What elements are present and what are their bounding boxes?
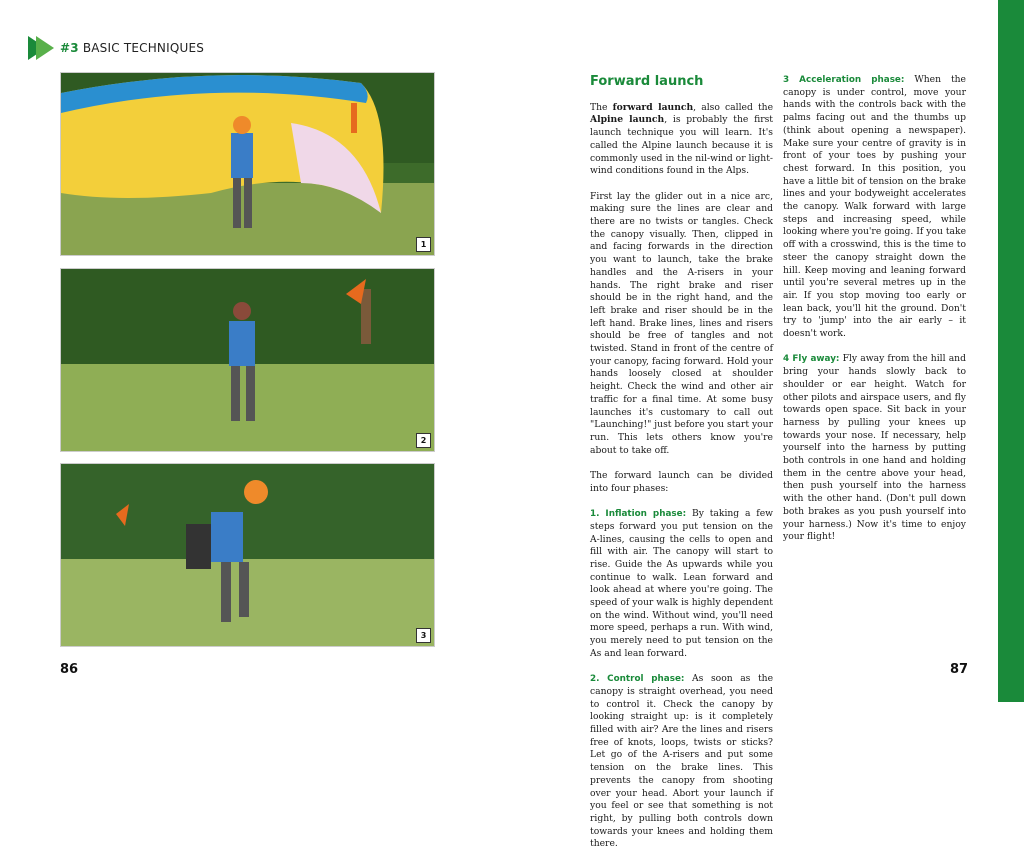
chapter-label: #3 BASIC TECHNIQUES: [60, 41, 205, 55]
left-page: [0, 0, 500, 702]
photo-1: [60, 72, 435, 256]
photo-3: [60, 463, 435, 647]
text-column-2: [783, 74, 966, 557]
chevron-icon: [36, 36, 54, 60]
intro-paragraph: The forward launch, also called the Alpine launch, is probably the first launch technique you will learn. It's called the Alpine launch because it is commonly used in the nil-wind or light-wind conditions found in the Alps.: [590, 101, 774, 177]
photo-number-badge: 3: [416, 628, 431, 643]
photo-2: [60, 268, 435, 452]
article-title: Forward launch: [590, 74, 704, 89]
phase-2-paragraph: 2. Control phase: As soon as the canopy is straight overhead, you need to control it. Check the canopy by looking straight up: is it completely filled with air? Are the lines and risers free of knots, loops, twists or sticks? Let go of the A-risers and put some tension on the brake lines. This prevents the canopy from shooting over your head. Abort your launch if you feel or see that something is not right, by pulling both controls down towards your knees and holding them there.: [590, 673, 774, 850]
paragraph: First lay the glider out in a nice arc, making sure the lines are clear and there are no twists or tangles. Check the canopy visually. Then, clipped in and facing forwards in the direction you want to launch, take the brake handles and the A-risers in your hands. The right brake and riser should be in the right hand, and the left brake and riser should be in the left hand. Brake lines, lines and risers should be free of tangles and not twisted. Stand in front of the centre of your canopy, facing forward. Hold your hands loosely closed at shoulder height. Check the wind and other air traffic for a final time. At some busy launches it's customary to call out "Launching!" just before you start your run. This lets others know you're about to take off.: [590, 190, 773, 456]
paragraph: The forward launch can be divided into four phases:: [590, 470, 773, 494]
edge-tab: [998, 0, 1024, 702]
chapter-header: [28, 36, 204, 60]
photo-number-badge: 2: [416, 433, 431, 448]
phase-1-paragraph: 1. Inflation phase: By taking a few steps forward you put tension on the A-lines, causing the cells to open and fill with air. The canopy will start to rise. Guide the As upwards while you continue to walk. Lean forward and look ahead at where you're going. The speed of your walk is highly dependent on the wind. Without wind, you'll need more speed, perhaps a run. With wind, you merely need to put tension on the As and lean forward.: [590, 508, 773, 659]
text-column-1: [590, 74, 773, 864]
page-number: 86: [60, 662, 79, 677]
page-number: 87: [950, 662, 969, 677]
phase-4-paragraph: 4 Fly away: Fly away from the hill and bring your hands slowly back to shoulder or ear height. Watch for other pilots and airspace users, and fly towards open space. Sit back in your harness by pulling your knees up towards your nose. If necessary, help yourself into the harness by putting both controls in one hand and holding them in the centre above your head, then push yourself into the harness with the other hand. (Don't pull down both brakes as you push yourself into your harness.) Now it's time to enjoy your flight!: [783, 353, 966, 543]
photo-number-badge: 1: [416, 237, 431, 252]
phase-3-paragraph: 3 Acceleration phase: When the canopy is under control, move your hands with the controls back with the palms facing out and the thumbs up (think about opening a newspaper). Make sure your centre of gravity is in front of your toes by pushing your chest forward. In this position, you have a little bit of tension on the brake lines and your bodyweight accelerates the canopy. Walk forward with large steps and increasing speed, while looking where you're going. If you take off with a crosswind, this is the time to steer the canopy straight down the hill. Keep moving and leaning forward until you're several metres up in the air. If you stop moving too early or lean back, you'll hit the ground. Don't try to 'jump' into the air early – it doesn't work.: [783, 74, 966, 340]
